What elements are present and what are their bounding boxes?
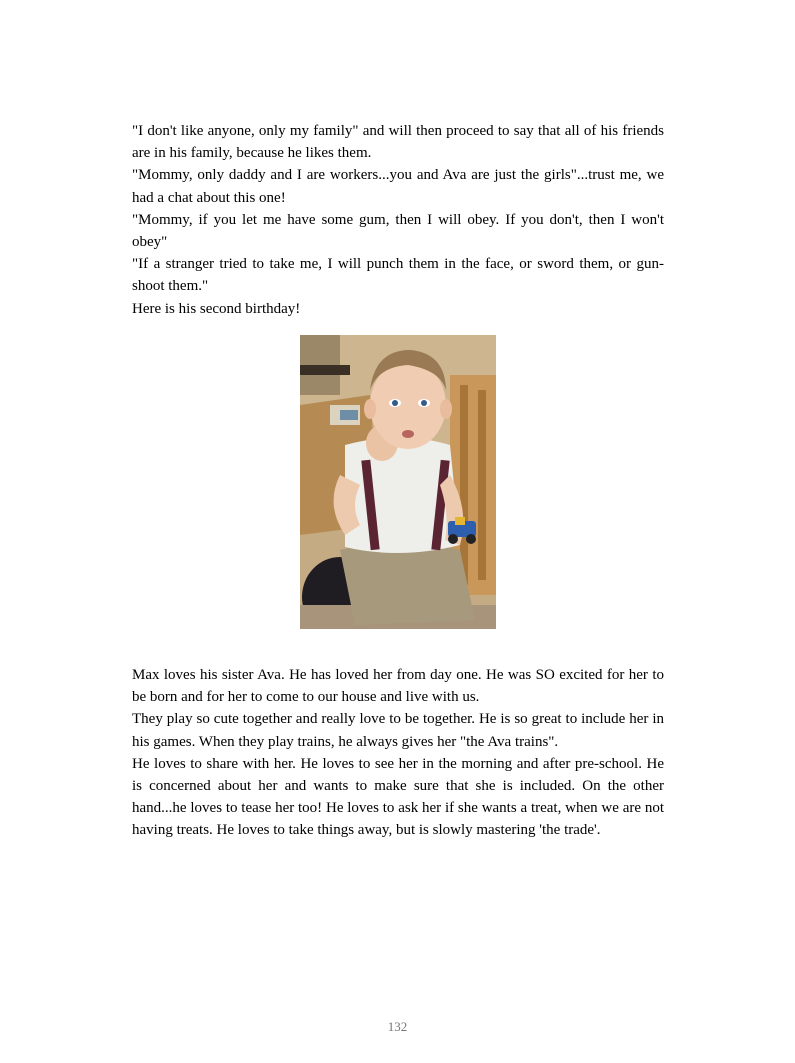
body-paragraph: He loves to share with her. He loves to see her in the morning and after pre-school. He is concerned about her and wants to make sure that she is included. On the other hand...he loves to tease her too! He loves to ask her if she wants a treat, when we are not having treats. He loves to take things away, but is slowly mastering 'the trade'.	[132, 755, 664, 839]
sister-text-block	[132, 664, 664, 842]
quotes-text-block	[132, 120, 664, 320]
body-paragraph: They play so cute together and really love to be together. He is so great to include her in his games. When they play trains, he always gives her "the Ava trains".	[132, 711, 664, 750]
photo-intro-paragraph: Here is his second birthday!	[132, 300, 301, 317]
page-number: 132	[387, 1019, 408, 1034]
birthday-photo	[300, 335, 496, 629]
quote-paragraph: "Mommy, only daddy and I are workers...you and Ava are just the girls"...trust me, we had a chat about this one!	[132, 167, 664, 206]
quote-paragraph: "Mommy, if you let me have some gum, then I will obey. If you don't, then I won't obey"	[132, 211, 664, 251]
body-paragraph: Max loves his sister Ava. He has loved her from day one. He was SO excited for her to be born and for her to come to our house and live with us.	[132, 667, 664, 706]
quote-paragraph: "I don't like anyone, only my family" and will then proceed to say that all of his friends are in his family, because he likes them.	[132, 123, 664, 162]
quote-paragraph: "If a stranger tried to take me, I will punch them in the face, or sword them, or gun-shoot them."	[132, 256, 664, 295]
